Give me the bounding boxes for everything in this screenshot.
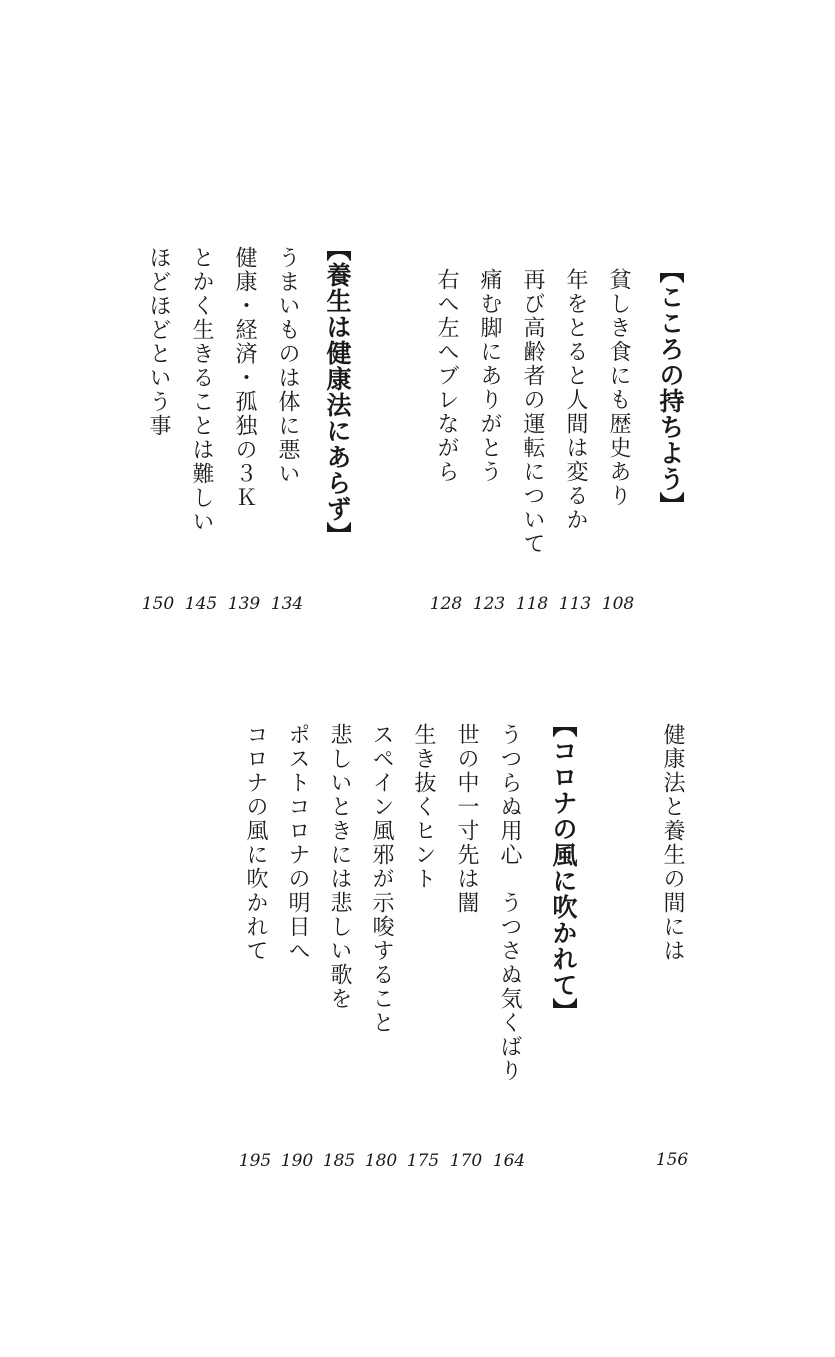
toc-page-number: 156 [655, 1150, 689, 1170]
toc-entry-title[interactable]: 健康・経済・孤独の３Ｋ [232, 246, 257, 510]
section-heading-yojo: 【養生は健康法にあらず】 [323, 236, 352, 548]
toc-page-number: 123 [472, 594, 506, 614]
toc-entry-title[interactable]: 世の中一寸先は闇 [454, 723, 479, 915]
toc-entry-title[interactable]: コロナの風に吹かれて [243, 723, 268, 963]
toc-page-number: 185 [322, 1151, 356, 1171]
toc-page-number: 139 [227, 594, 261, 614]
section-heading-kokoro: 【こころの持ちよう】 [656, 258, 685, 518]
toc-page-number: 180 [364, 1151, 398, 1171]
toc-entry-title[interactable]: ほどほどという事 [146, 246, 171, 438]
section-heading-corona: 【コロナの風に吹かれて】 [549, 712, 578, 1024]
toc-entry-title[interactable]: 健康法と養生の間には [660, 723, 685, 963]
toc-page-number: 128 [429, 594, 463, 614]
toc-entry-title[interactable]: 痛む脚にありがとう [477, 268, 502, 484]
toc-entry-title[interactable]: 悲しいときには悲しい歌を [327, 723, 352, 1011]
toc-page-number: 195 [238, 1151, 272, 1171]
toc-entry-title[interactable]: 再び高齢者の運転について [520, 268, 545, 556]
toc-page-number: 175 [406, 1151, 440, 1171]
toc-page-number: 108 [601, 594, 635, 614]
toc-entry-title[interactable]: スペイン風邪が示唆すること [369, 723, 394, 1035]
toc-page-number: 134 [270, 594, 304, 614]
toc-page-number: 190 [280, 1151, 314, 1171]
toc-entry-title[interactable]: とかく生きることは難しい [189, 246, 214, 534]
toc-page-number: 145 [184, 594, 218, 614]
toc-entry-title[interactable]: 貧しき食にも歴史あり [606, 268, 631, 508]
toc-entry-title[interactable]: ポストコロナの明日へ [285, 723, 310, 963]
toc-page-number: 150 [141, 594, 175, 614]
toc-page-number: 113 [558, 594, 592, 614]
toc-entry-title[interactable]: うまいものは体に悪い [275, 246, 300, 486]
toc-page-number: 170 [449, 1151, 483, 1171]
toc-entry-title[interactable]: 生き抜くヒント [411, 723, 436, 891]
toc-entry-title[interactable]: 年をとると人間は変るか [563, 268, 588, 532]
toc-page-number: 164 [492, 1151, 526, 1171]
toc-entry-title[interactable]: 右へ左へブレながら [434, 268, 459, 484]
toc-page-number: 118 [515, 594, 549, 614]
toc-entry-title[interactable]: うつらぬ用心 うつさぬ気くばり [497, 723, 522, 1083]
